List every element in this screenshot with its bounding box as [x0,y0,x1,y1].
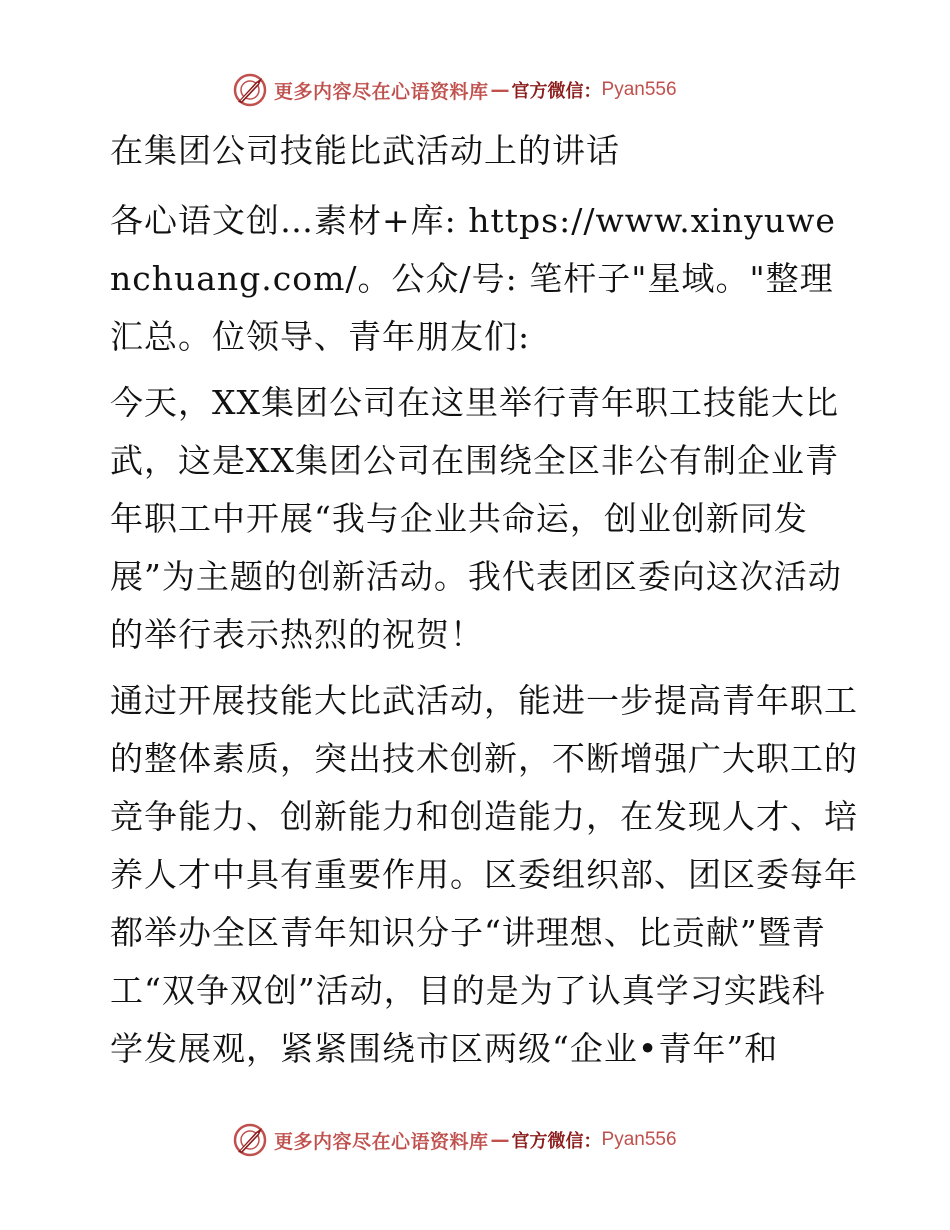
paragraph-1: 各心语文创…素材+库: https://www.xinyuwenchuang.com/。公众/号: 笔杆子"星域。"整理汇总。位领导、青年朋友们: [110,201,836,356]
header-banner [232,70,677,110]
quill-logo-icon [232,1122,268,1158]
banner-wechat-id: Pyan556 [601,79,677,100]
banner-main-text: 更多内容尽在心语资料库 [274,1130,489,1153]
banner-sub-text: 官方微信： [511,1131,602,1152]
paragraph-3: 通过开展技能大比武活动，能进一步提高青年职工的整体素质，突出技术创新，不断增强广大职工的竞争能力、创新能力和创造能力，在发现人才、培养人才中具有重要作用。区委组织部、团区委每年都举办全区青年知识分子“讲理想、比贡献”暨青工“双争双创”活动，目的是为了认真学习实践科学发展观，紧紧围绕市区两级“企业•青年”和 [110,681,858,1068]
paragraph-2: 今天，XX集团公司在这里举行青年职工技能大比武，这是XX集团公司在围绕全区非公有制企业青年职工中开展“我与企业共命运，创业创新同发展”为主题的创新活动。我代表团区委向这次活动的举行表示热烈的祝贺！ [110,383,842,654]
banner-sub-text: 官方微信： [511,81,602,102]
banner-separator: — [490,79,510,101]
banner-wechat-id: Pyan556 [601,1129,677,1150]
banner-main-text: 更多内容尽在心语资料库 [274,80,489,103]
document-body [98,122,858,1086]
footer-banner [232,1120,677,1160]
banner-separator: — [490,1129,510,1151]
document-title: 在集团公司技能比武活动上的讲话 [110,131,620,170]
quill-logo-icon [232,72,268,108]
